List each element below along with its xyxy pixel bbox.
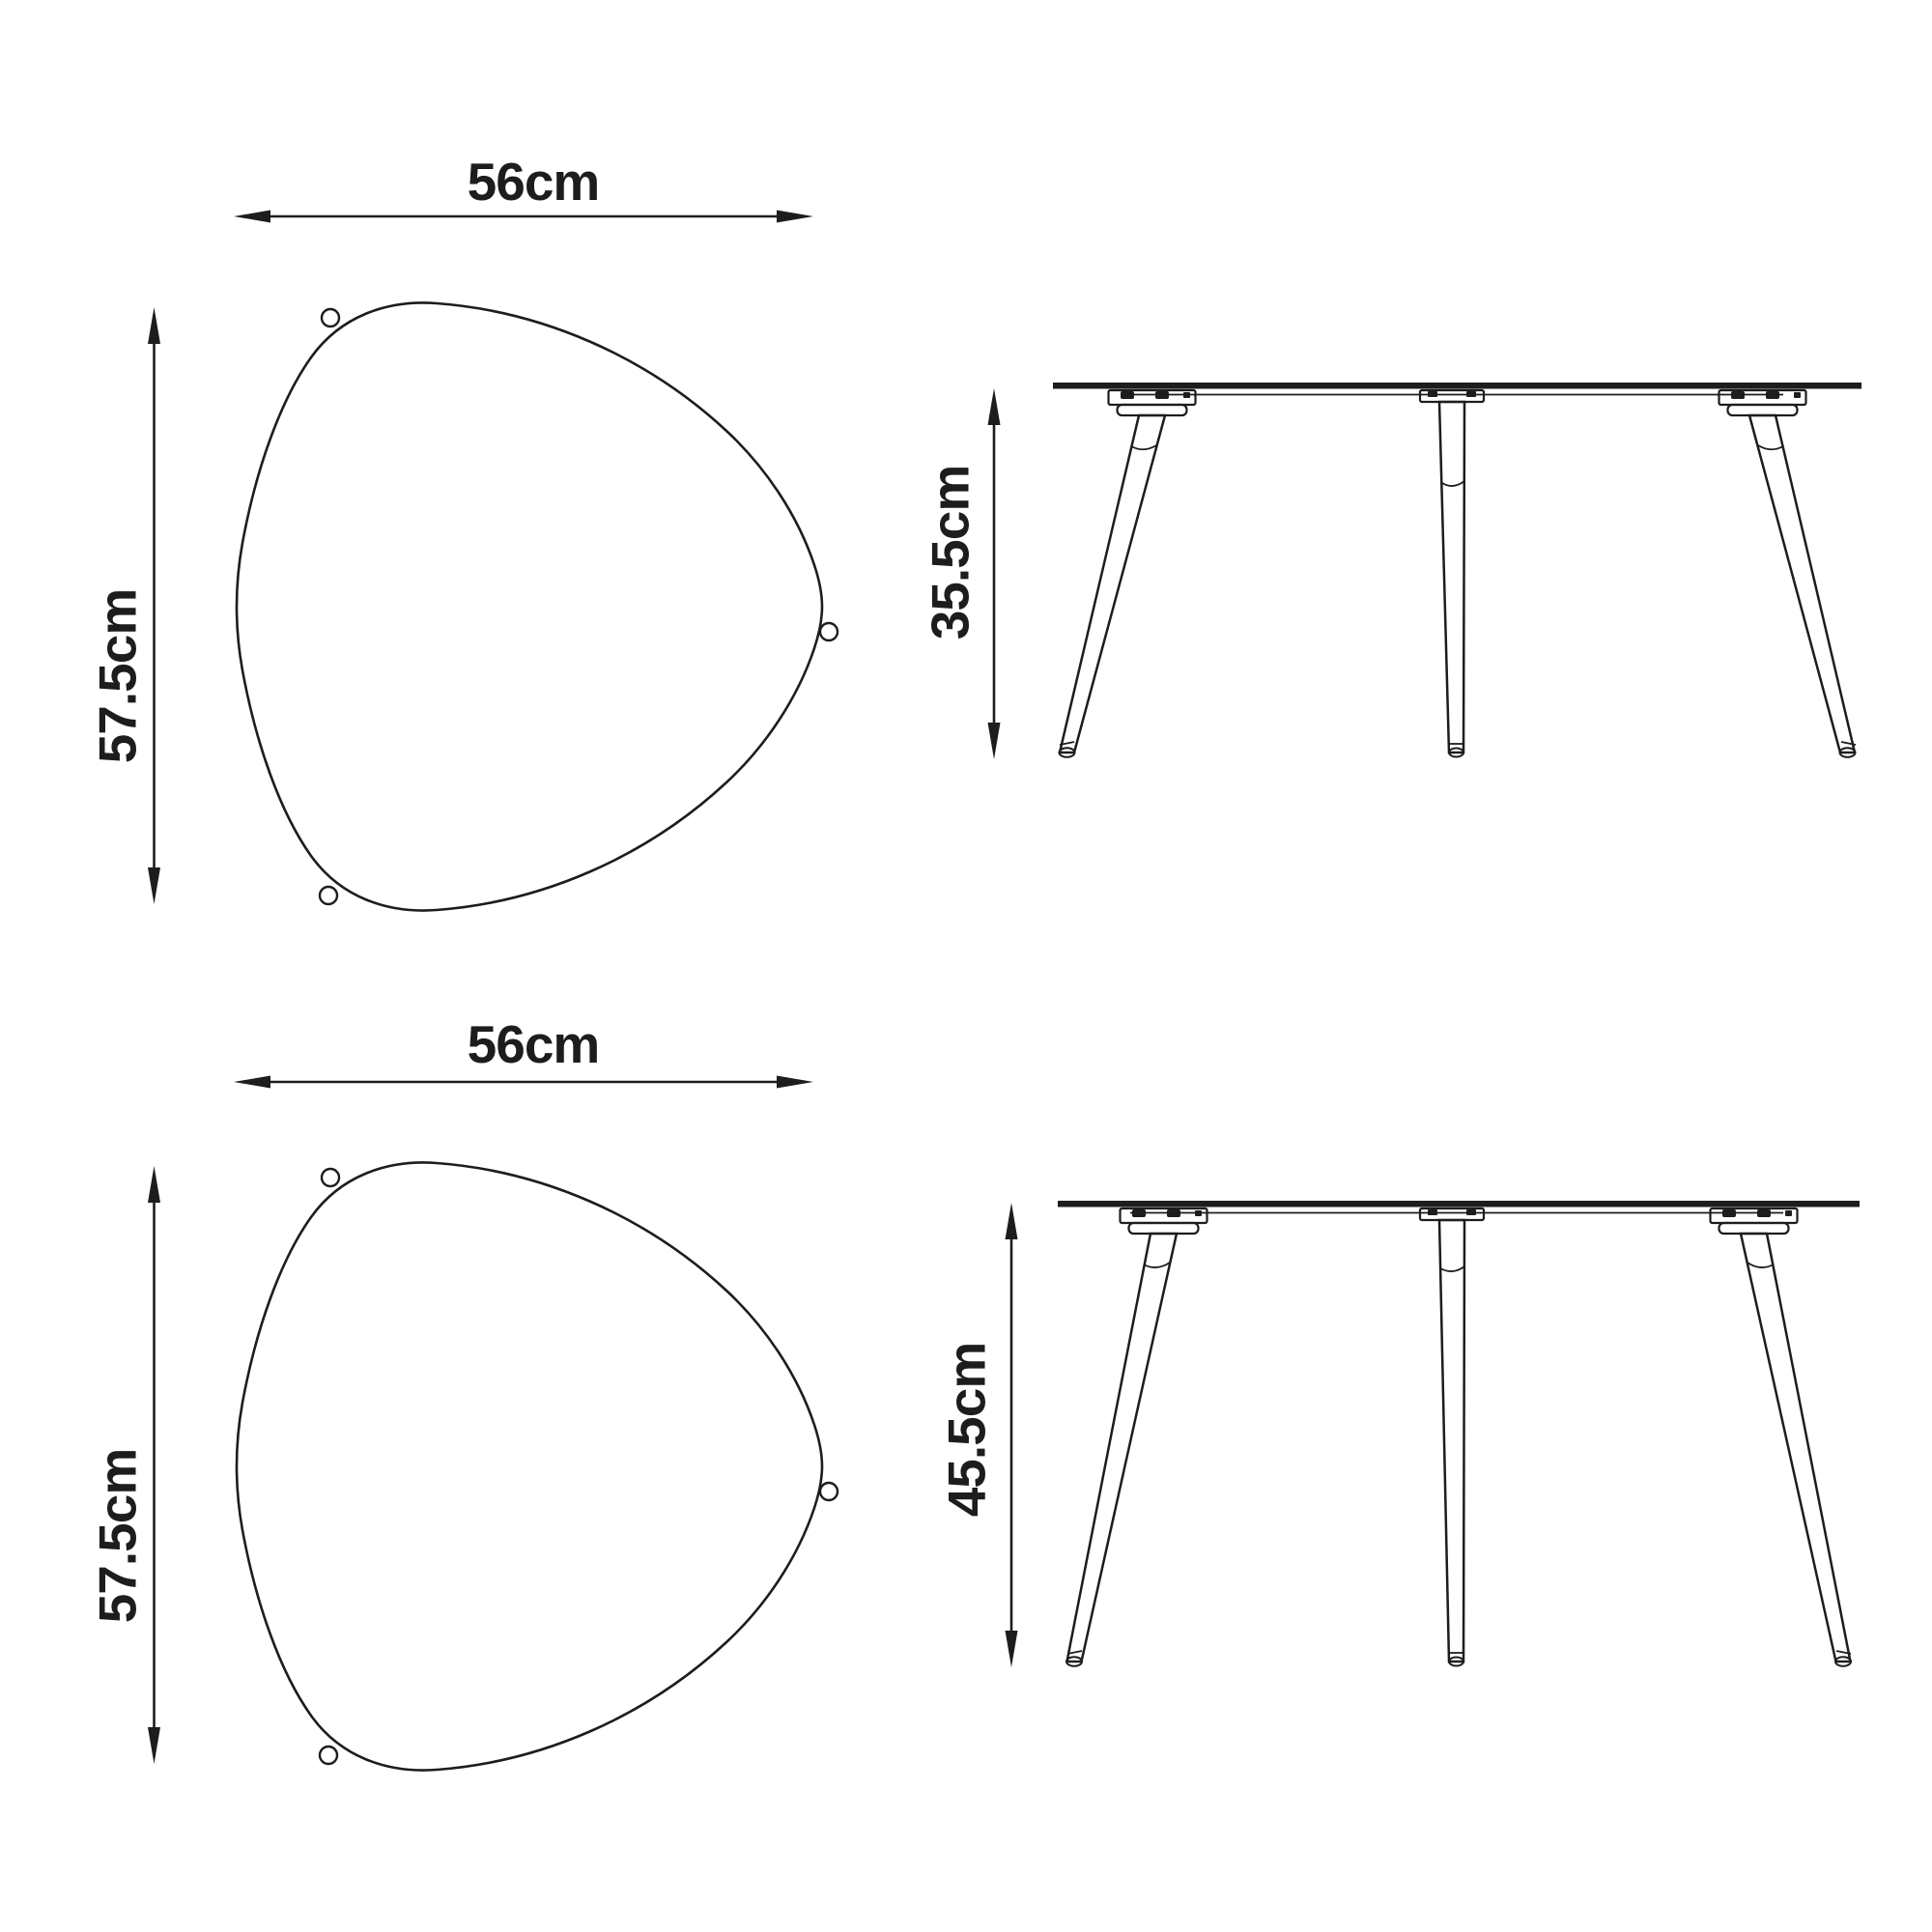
plan-top-width-label: 56cm [467, 152, 600, 212]
plan-bottom-width-dimension-arrow [234, 1076, 813, 1089]
side-view-top [920, 383, 1861, 759]
plan-top-depth-label: 57.5cm [87, 588, 148, 764]
arrowhead-down-icon [148, 1727, 160, 1764]
side-top-height-dimension-arrow [988, 388, 1001, 759]
plan-top-depth-dimension-arrow [148, 307, 160, 904]
screw-head-icon [1167, 1209, 1180, 1217]
table-leg-left [1066, 1234, 1177, 1666]
leg-joint-line [1131, 445, 1156, 449]
tabletop-edge [1058, 1201, 1860, 1208]
screw-head-icon [1428, 1209, 1437, 1215]
plan-view-bottom [87, 1014, 838, 1771]
screw-head-icon [1132, 1209, 1146, 1217]
table-leg-center [1439, 1220, 1464, 1666]
leg-joint-line [1440, 1266, 1464, 1271]
mounting-bracket-center [1420, 1208, 1484, 1220]
arrowhead-down-icon [1006, 1631, 1018, 1667]
screw-head-icon [1195, 1210, 1202, 1216]
arrowhead-up-icon [988, 388, 1001, 425]
arrowhead-up-icon [148, 1166, 160, 1203]
screw-head-icon [1155, 391, 1169, 399]
arrowhead-up-icon [148, 307, 160, 344]
side-bottom-height-dimension-arrow [1006, 1203, 1018, 1667]
screw-head-icon [1466, 391, 1476, 397]
leg-joint-line [1442, 481, 1464, 486]
plan-top-width-dimension-arrow [234, 211, 813, 223]
plan-view-top [87, 152, 838, 911]
leg-joint-line [1747, 1263, 1774, 1267]
arrowhead-left-icon [234, 1076, 270, 1089]
screw-head-icon [1183, 392, 1190, 398]
screw-head-icon [1428, 391, 1437, 397]
plan-bottom-outline [237, 1162, 838, 1770]
screw-head-icon [1731, 391, 1745, 399]
arrowhead-right-icon [777, 211, 813, 223]
screw-head-icon [1766, 391, 1779, 399]
arrowhead-down-icon [148, 867, 160, 904]
plan-bottom-depth-label: 57.5cm [87, 1448, 148, 1624]
screw-head-icon [1466, 1209, 1476, 1215]
arrowhead-down-icon [988, 723, 1001, 759]
leg-joint-line [1758, 445, 1783, 449]
plan-top-outline [237, 302, 838, 910]
plan-bottom-depth-dimension-arrow [148, 1166, 160, 1764]
leg-joint-line [1144, 1263, 1170, 1267]
arrowhead-up-icon [1006, 1203, 1018, 1239]
screw-head-icon [1794, 392, 1801, 398]
table-leg-right [1741, 1234, 1851, 1666]
arrowhead-left-icon [234, 211, 270, 223]
screw-head-icon [1121, 391, 1134, 399]
mounting-bracket-center [1420, 390, 1484, 402]
screw-head-icon [1785, 1210, 1792, 1216]
side-bottom-height-label: 45.5cm [936, 1342, 997, 1518]
screw-head-icon [1757, 1209, 1771, 1217]
tabletop-edge [1053, 383, 1861, 389]
table-leg-right [1749, 415, 1856, 757]
side-top-height-label: 35.5cm [920, 465, 980, 640]
side-view-bottom [936, 1201, 1860, 1667]
screw-head-icon [1722, 1209, 1736, 1217]
table-leg-left [1060, 415, 1166, 757]
arrowhead-right-icon [777, 1076, 813, 1089]
plan-bottom-width-label: 56cm [467, 1014, 600, 1074]
table-leg-center [1439, 402, 1464, 757]
